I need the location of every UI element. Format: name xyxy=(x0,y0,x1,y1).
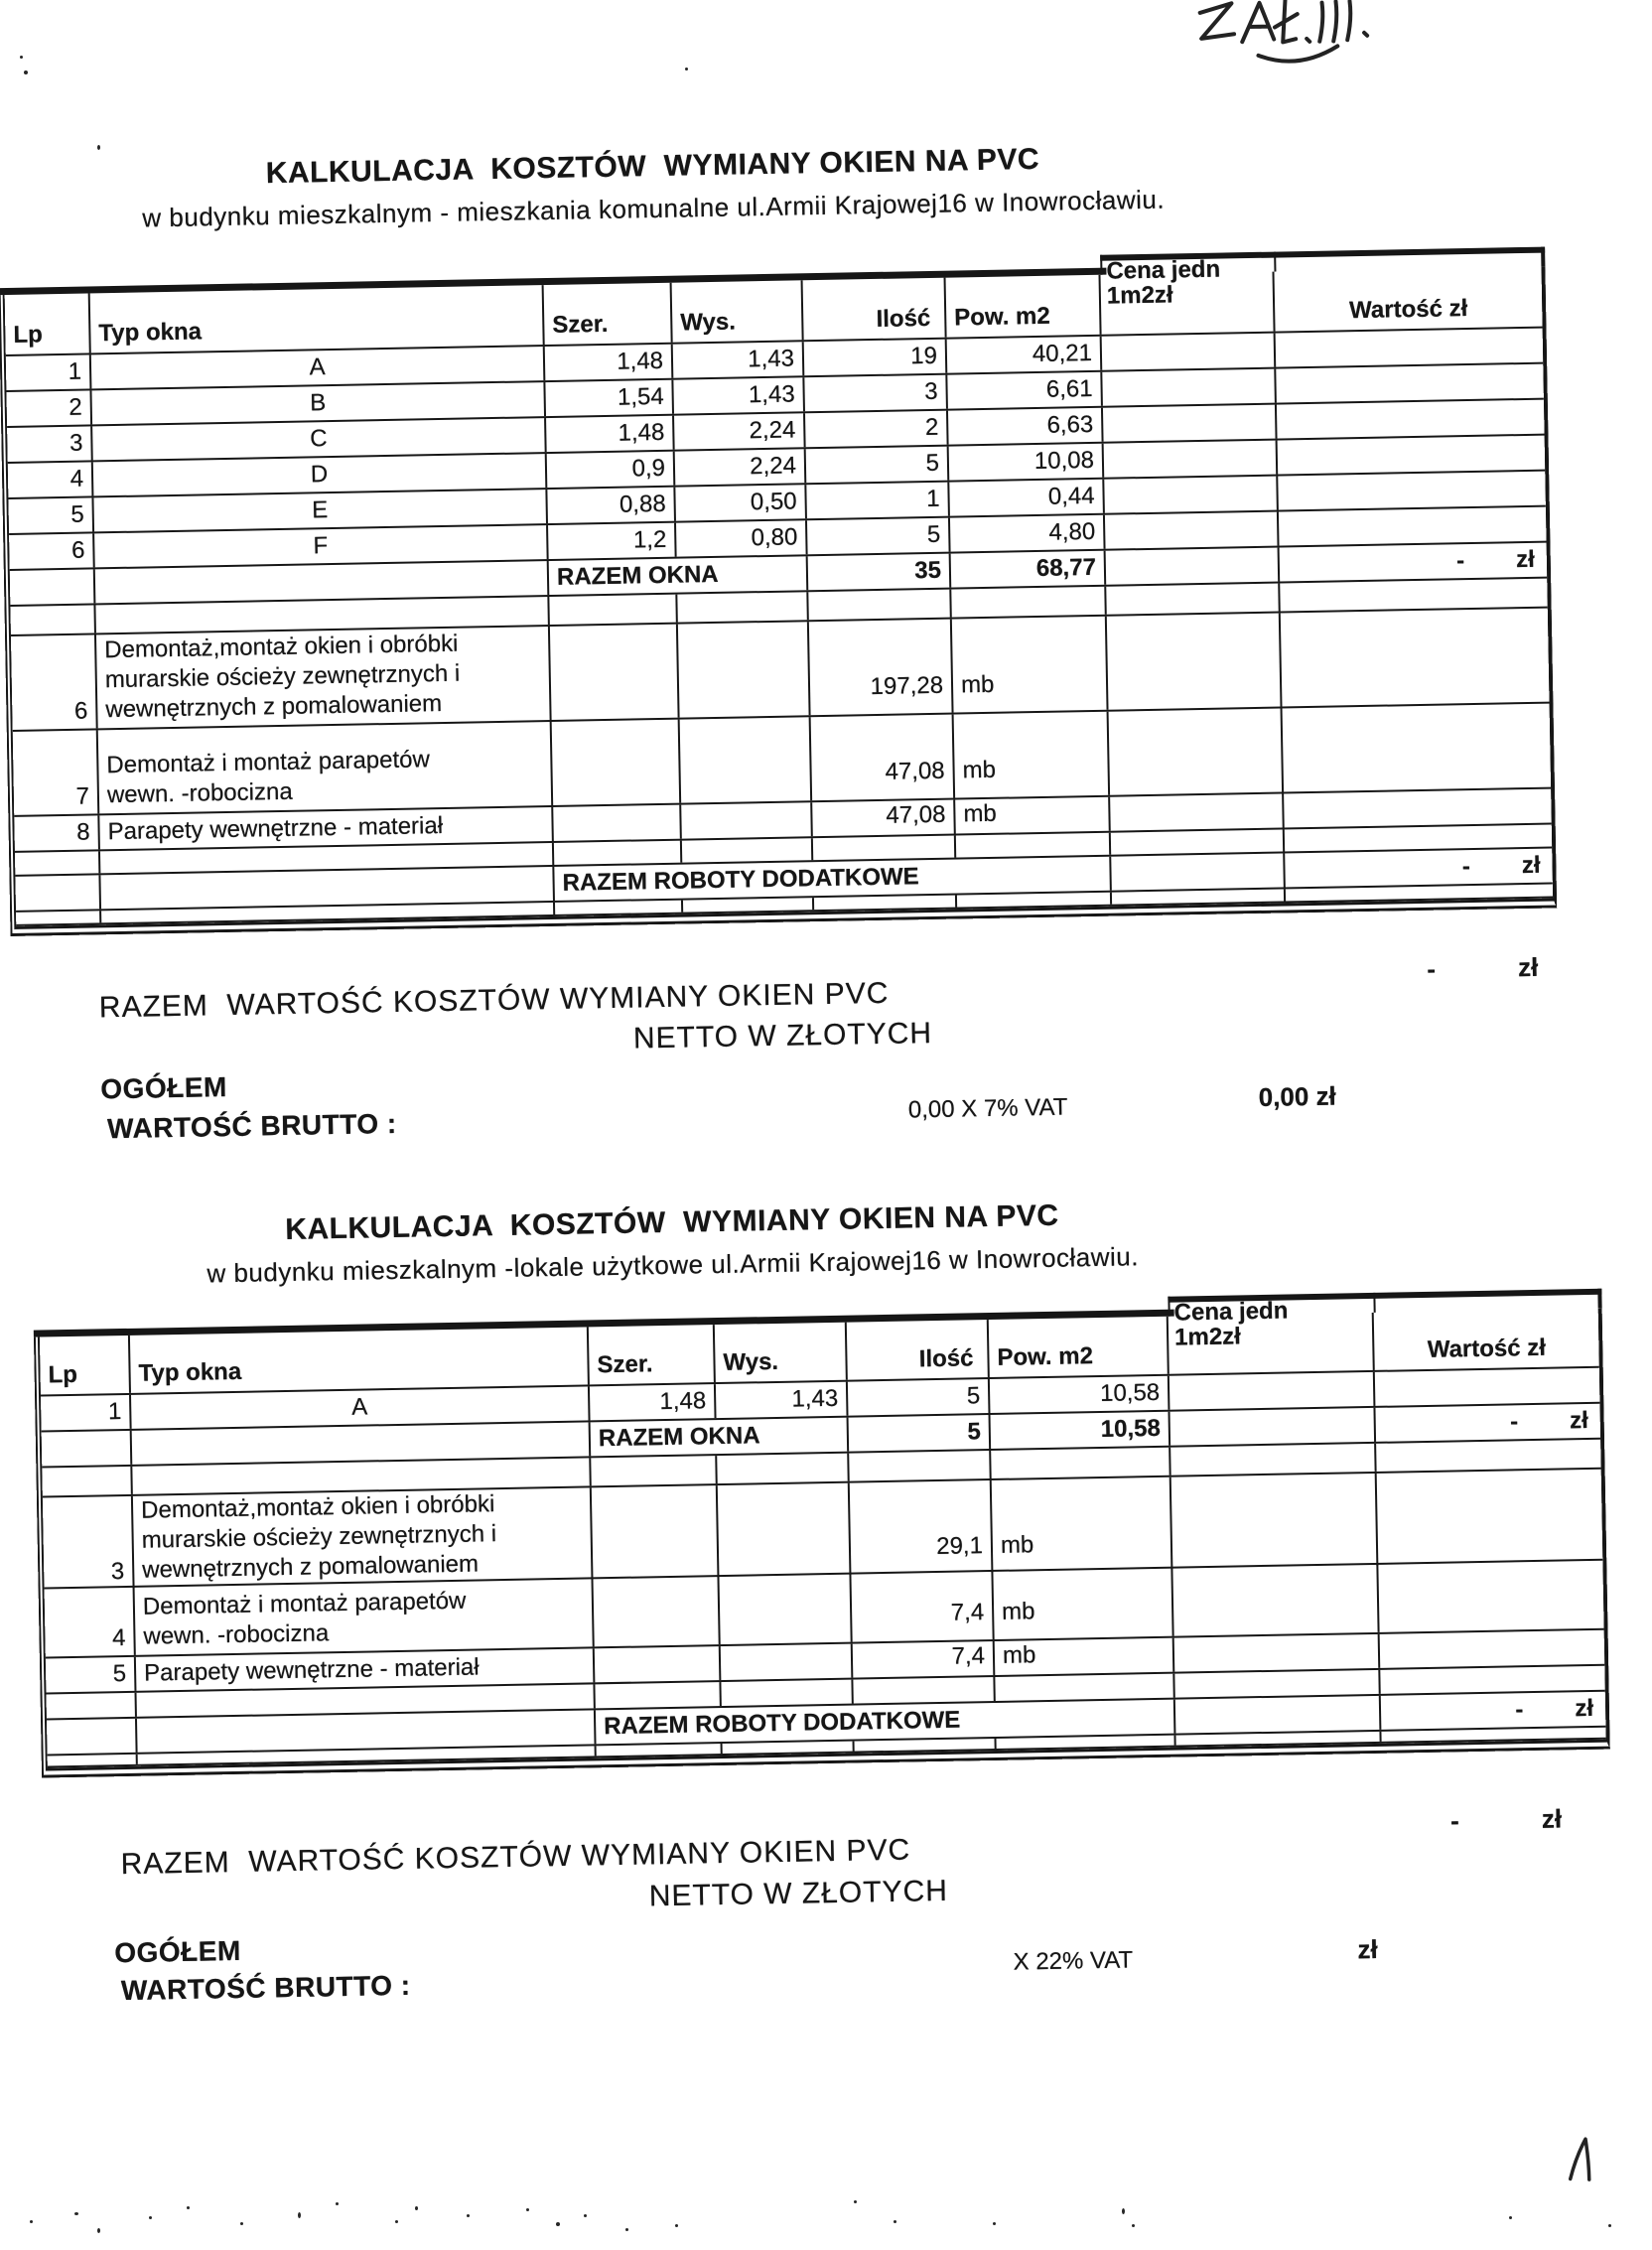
cena-cell xyxy=(1170,1372,1376,1410)
empty-cell xyxy=(682,838,813,862)
typ-cell: A xyxy=(91,347,546,388)
col-header-pow-m2: Pow. m2 xyxy=(946,275,1102,338)
desc-line: Demontaż,montaż okien i obróbki xyxy=(104,630,459,664)
wartosc-cell xyxy=(1284,789,1552,828)
empty-cell xyxy=(814,896,957,911)
wartosc-cell xyxy=(1276,364,1544,403)
unit-cell: mb xyxy=(955,797,1111,834)
typ-cell xyxy=(100,867,555,909)
empty-cell xyxy=(813,836,956,861)
lp-cell: 5 xyxy=(8,497,94,533)
cena-cell xyxy=(1170,1408,1376,1446)
wartosc-cell xyxy=(1378,1561,1603,1632)
ilosc-cell: 5 xyxy=(848,1379,991,1416)
empty-cell xyxy=(553,805,682,841)
empty-cell xyxy=(554,841,682,865)
summary-brutto-value: zł xyxy=(1357,1933,1378,1965)
szer-cell: 1,48 xyxy=(590,1384,717,1420)
cena-cell xyxy=(1102,369,1277,406)
cena-cell xyxy=(1172,1565,1379,1636)
cena-jedn-lines xyxy=(1106,257,1221,309)
currency-zl: zł xyxy=(1521,851,1541,880)
section2-title: KALKULACJA KOSZTÓW WYMIANY OKIEN NA PVC xyxy=(284,1198,1059,1246)
wartosc-cell xyxy=(1278,472,1546,510)
lp-cell: 1 xyxy=(6,354,92,390)
col-header-lp: Lp xyxy=(5,293,91,354)
typ-cell: C xyxy=(92,418,547,460)
empty-cell xyxy=(855,1739,997,1752)
lp-cell: 4 xyxy=(45,1588,136,1657)
cena-cell xyxy=(1103,405,1278,442)
empty-cell xyxy=(1106,584,1280,615)
empty-cell xyxy=(16,911,101,924)
cena-cell xyxy=(1106,548,1281,585)
lp-cell xyxy=(15,875,101,911)
empty-cell xyxy=(47,1693,137,1719)
empty-cell xyxy=(723,1742,855,1754)
border-segment xyxy=(1168,1297,1170,1317)
empty-cell xyxy=(550,625,680,720)
col-header-wys: Wys. xyxy=(672,280,804,342)
empty-cell xyxy=(1112,889,1286,904)
col-header-typ-okna: Typ okna xyxy=(90,285,545,352)
summary-vat-calc: 0,00 X 7% VAT xyxy=(907,1093,1068,1124)
empty-cell xyxy=(721,1644,854,1680)
empty-cell xyxy=(808,590,951,621)
desc-line: murarskie ościeży zewnętrznych i xyxy=(141,1520,497,1554)
quantity-cell: 197,28 xyxy=(809,620,954,716)
work-description: Parapety wewnętrzne - materiał xyxy=(99,807,554,849)
cena-cell xyxy=(1109,709,1285,795)
empty-cell xyxy=(677,592,808,622)
wartosc-cell xyxy=(1283,704,1551,792)
summary-razem-line: RAZEM WARTOŚĆ KOSZTÓW WYMIANY OKIEN PVC xyxy=(98,976,890,1025)
dash: - xyxy=(1515,1696,1524,1724)
currency-zl: zł xyxy=(1541,1803,1563,1834)
empty-cell xyxy=(1380,1666,1604,1694)
desc-line: murarskie ościeży zewnętrznych i xyxy=(104,659,461,694)
lp-cell: 6 xyxy=(9,533,95,569)
razem-roboty-wartosc xyxy=(1285,849,1553,888)
pow-cell: 0,44 xyxy=(949,480,1105,516)
wys-cell: 2,24 xyxy=(675,449,807,485)
razem-ilosc-cell: 35 xyxy=(808,554,952,591)
col-header-wys: Wys. xyxy=(715,1323,848,1382)
cena-cell xyxy=(1105,512,1280,549)
summary-netto-line: NETTO W ZŁOTYCH xyxy=(632,1017,933,1055)
ilosc-cell: 2 xyxy=(805,411,949,448)
wartosc-cell xyxy=(1279,507,1547,546)
typ-cell: A xyxy=(131,1386,591,1428)
cena-cell xyxy=(1175,1696,1382,1734)
lp-cell xyxy=(42,1431,133,1467)
desc-line: wewnętrznych z pomalowaniem xyxy=(105,690,443,724)
currency-zl: zł xyxy=(1517,951,1539,983)
empty-cell xyxy=(721,1680,853,1706)
cena-cell xyxy=(1104,441,1279,478)
razem-roboty-label: RAZEM ROBOTY DODATKOWE xyxy=(596,1700,1176,1745)
desc-line: Demontaż,montaż okien i obróbki xyxy=(140,1490,495,1524)
empty-cell xyxy=(552,720,682,805)
cena-jedn-line2: 1m2zł xyxy=(1106,281,1173,310)
handwriting-zal-icon xyxy=(1185,0,1406,74)
lp-cell xyxy=(10,569,96,605)
ilosc-cell: 3 xyxy=(804,375,948,412)
wartosc-cell xyxy=(1377,1470,1603,1566)
szer-cell: 1,48 xyxy=(546,416,675,452)
desc-line: wewn. -robocizna xyxy=(106,777,293,809)
pow-cell: 6,61 xyxy=(947,372,1103,409)
col-header-lp: Lp xyxy=(40,1336,131,1395)
empty-cell xyxy=(849,1451,991,1481)
col-header-wartosc: Wartość zł xyxy=(1348,295,1468,325)
razem-okna-label: RAZEM OKNA xyxy=(549,556,809,595)
summary-netto-line: NETTO W ZŁOTYCH xyxy=(648,1874,949,1913)
quantity-cell: 47,08 xyxy=(812,800,956,837)
lp-cell: 8 xyxy=(14,815,100,851)
empty-cell xyxy=(853,1677,995,1704)
ilosc-cell: 19 xyxy=(804,340,948,376)
col-header-ilosc: Ilość xyxy=(803,278,947,341)
empty-cell xyxy=(591,1456,717,1485)
cena-cell xyxy=(1110,793,1285,830)
empty-cell xyxy=(48,1755,138,1766)
border-segment xyxy=(1597,1289,1601,1309)
empty-cell xyxy=(15,851,100,875)
szer-cell: 0,9 xyxy=(547,452,676,488)
cena-cell xyxy=(1111,853,1286,890)
col-header-ilosc: Ilość xyxy=(847,1320,990,1380)
desc-line: wewn. -robocizna xyxy=(143,1619,330,1650)
empty-cell xyxy=(42,1467,132,1496)
empty-cell xyxy=(1280,579,1547,612)
empty-cell xyxy=(719,1575,852,1644)
lp-cell: 3 xyxy=(43,1496,135,1591)
handwriting-caret-icon xyxy=(1564,2133,1604,2185)
summary-razem-value xyxy=(1427,952,1539,985)
work-description: Parapety wewnętrzne - materiał xyxy=(136,1648,596,1690)
razem-pow-cell: 68,77 xyxy=(951,551,1107,588)
handwritten-caret xyxy=(1564,2133,1604,2185)
currency-zl: zł xyxy=(1575,1694,1594,1723)
summary-brutto-value: 0,00 zł xyxy=(1258,1080,1337,1113)
cena-jedn-line2: 1m2zł xyxy=(1173,1323,1242,1351)
quantity-cell: 29,1 xyxy=(850,1480,994,1576)
szer-cell: 1,54 xyxy=(545,380,674,416)
wartosc-cell xyxy=(1380,1630,1605,1668)
szer-cell: 1,48 xyxy=(545,345,674,380)
summary-ogolem-label: OGÓŁEM xyxy=(100,1071,228,1105)
empty-cell xyxy=(683,898,814,912)
empty-cell xyxy=(951,587,1106,618)
razem-roboty-label: RAZEM ROBOTY DODATKOWE xyxy=(554,857,1112,901)
desc-line: Demontaż i montaż parapetów xyxy=(142,1587,467,1620)
wartosc-cell xyxy=(1281,609,1550,707)
empty-cell xyxy=(678,622,811,717)
razem-ilosc-cell: 5 xyxy=(849,1415,992,1452)
currency-zl: zł xyxy=(1569,1406,1588,1435)
col-header-pow-m2: Pow. m2 xyxy=(989,1317,1170,1377)
dash: - xyxy=(1455,547,1465,575)
col-header-typ-okna: Typ okna xyxy=(130,1327,590,1392)
summary-brutto-label: WARTOŚĆ BRUTTO : xyxy=(120,1969,411,2007)
desc-line: Demontaż i montaż parapetów xyxy=(106,746,431,779)
col-header-cena-jedn xyxy=(1169,1297,1375,1374)
empty-cell xyxy=(595,1646,722,1682)
empty-cell xyxy=(717,1454,849,1483)
razem-wartosc-cell xyxy=(1375,1404,1600,1442)
ilosc-cell: 5 xyxy=(806,447,950,484)
section1-title: KALKULACJA KOSZTÓW WYMIANY OKIEN NA PVC xyxy=(265,142,1040,191)
empty-cell xyxy=(1111,829,1285,854)
pow-cell: 10,08 xyxy=(949,444,1105,481)
wys-cell: 1,43 xyxy=(673,342,805,377)
work-description xyxy=(98,722,553,813)
lp-cell: 7 xyxy=(13,730,100,815)
wys-cell: 1,43 xyxy=(673,377,805,413)
empty-cell xyxy=(555,901,683,914)
desc-line: wewnętrznych z pomalowaniem xyxy=(141,1550,480,1584)
lp-cell: 4 xyxy=(8,462,94,497)
col-header-cena-jedn xyxy=(1101,255,1276,335)
razem-wartosc-cell xyxy=(1280,543,1548,582)
cena-cell xyxy=(1102,334,1277,370)
empty-cell xyxy=(681,802,813,838)
pow-cell: 10,58 xyxy=(990,1376,1170,1413)
work-description xyxy=(135,1579,595,1654)
typ-cell: E xyxy=(93,490,548,531)
empty-cell xyxy=(1376,1440,1600,1472)
work-description xyxy=(96,627,552,728)
unit-cell: mb xyxy=(992,1477,1173,1573)
unit-cell: mb xyxy=(995,1638,1175,1675)
section1-subtitle: w budynku mieszkalnym - mieszkania komunalne ul.Armii Krajowej16 w Inowrocławiu. xyxy=(142,184,1166,233)
cena-cell xyxy=(1174,1634,1381,1672)
typ-cell: F xyxy=(94,525,549,567)
lp-cell: 1 xyxy=(41,1395,132,1431)
summary-vat-calc: X 22% VAT xyxy=(1013,1946,1134,1976)
pow-cell: 40,21 xyxy=(947,337,1103,373)
wartosc-cell xyxy=(1276,329,1544,367)
razem-okna-label: RAZEM OKNA xyxy=(591,1418,850,1457)
handwritten-annotation xyxy=(1185,0,1406,74)
lp-cell: 5 xyxy=(46,1657,137,1693)
empty-cell xyxy=(1170,1444,1376,1476)
unit-cell: mb xyxy=(952,617,1109,713)
cena-cell xyxy=(1104,477,1279,513)
empty-cell xyxy=(592,1485,720,1580)
szer-cell: 0,88 xyxy=(547,488,676,523)
dash: - xyxy=(1427,953,1437,984)
dash: - xyxy=(1461,853,1471,881)
empty-cell xyxy=(956,833,1111,858)
lp-cell: 2 xyxy=(6,390,92,426)
border-segment xyxy=(1100,255,1102,275)
col-header-szer: Szer. xyxy=(544,283,673,345)
currency-zl: zł xyxy=(1515,545,1536,574)
summary-ogolem-label: OGÓŁEM xyxy=(114,1934,242,1969)
wartosc-cell xyxy=(1375,1368,1600,1406)
summary-razem-line: RAZEM WARTOŚĆ KOSZTÓW WYMIANY OKIEN PVC xyxy=(120,1833,911,1882)
dash: - xyxy=(1509,1408,1519,1436)
empty-cell xyxy=(995,1674,1174,1701)
empty-cell xyxy=(957,893,1112,908)
col-header-wartosc: Wartość zł xyxy=(1427,1334,1547,1363)
empty-cell xyxy=(991,1448,1170,1478)
quantity-cell: 7,4 xyxy=(853,1641,996,1678)
summary-brutto-label: WARTOŚĆ BRUTTO : xyxy=(106,1107,397,1145)
cost-table-apartments xyxy=(0,255,1557,936)
empty-cell xyxy=(593,1577,720,1646)
typ-cell xyxy=(137,1710,597,1752)
empty-cell xyxy=(549,595,677,625)
szer-cell: 1,2 xyxy=(548,523,677,559)
typ-cell: B xyxy=(91,382,546,424)
col-header-szer: Szer. xyxy=(589,1325,716,1384)
section2-subtitle: w budynku mieszkalnym -lokale użytkowe ul.Armii Krajowej16 w Inowrocławiu. xyxy=(206,1241,1140,1289)
lp-cell: 3 xyxy=(7,426,93,462)
border-segment xyxy=(1541,247,1545,267)
wys-cell: 2,24 xyxy=(674,413,806,449)
typ-cell xyxy=(132,1422,592,1464)
pow-cell: 6,63 xyxy=(948,408,1104,445)
cost-table-commercial xyxy=(34,1297,1610,1778)
dash: - xyxy=(1449,1805,1460,1836)
empty-cell xyxy=(996,1736,1175,1749)
wys-cell: 1,43 xyxy=(716,1382,849,1418)
empty-cell xyxy=(1285,825,1552,852)
ilosc-cell: 5 xyxy=(807,518,951,555)
summary-razem-value xyxy=(1450,1804,1563,1837)
razem-roboty-wartosc xyxy=(1381,1692,1606,1730)
pow-cell: 4,80 xyxy=(950,515,1106,552)
empty-cell xyxy=(10,605,95,634)
cena-jedn-line1: Cena jedn xyxy=(1173,1297,1289,1327)
wys-cell: 0,50 xyxy=(675,485,807,520)
typ-cell xyxy=(95,561,550,603)
empty-cell xyxy=(718,1483,852,1578)
unit-cell: mb xyxy=(954,712,1111,798)
wys-cell: 0,80 xyxy=(676,520,808,556)
lp-cell xyxy=(47,1719,138,1755)
cena-jedn-line1: Cena jedn xyxy=(1106,255,1221,285)
empty-cell xyxy=(597,1744,723,1756)
wartosc-cell xyxy=(1277,400,1545,439)
lp-cell: 6 xyxy=(11,634,98,730)
work-description xyxy=(133,1487,594,1588)
cena-jedn-lines xyxy=(1173,1299,1289,1350)
border-segment xyxy=(1274,252,1276,272)
empty-cell xyxy=(1174,1670,1380,1698)
quantity-cell: 7,4 xyxy=(851,1572,994,1642)
wartosc-cell xyxy=(1278,436,1546,475)
ilosc-cell: 1 xyxy=(806,483,950,519)
cena-cell xyxy=(1107,614,1283,710)
empty-cell xyxy=(680,717,813,802)
cena-cell xyxy=(1171,1474,1379,1570)
typ-cell: D xyxy=(93,454,548,495)
empty-cell xyxy=(595,1682,721,1708)
border-segment xyxy=(1373,1293,1375,1313)
quantity-cell: 47,08 xyxy=(811,715,956,801)
razem-pow-cell: 10,58 xyxy=(991,1412,1171,1449)
unit-cell: mb xyxy=(993,1569,1173,1639)
